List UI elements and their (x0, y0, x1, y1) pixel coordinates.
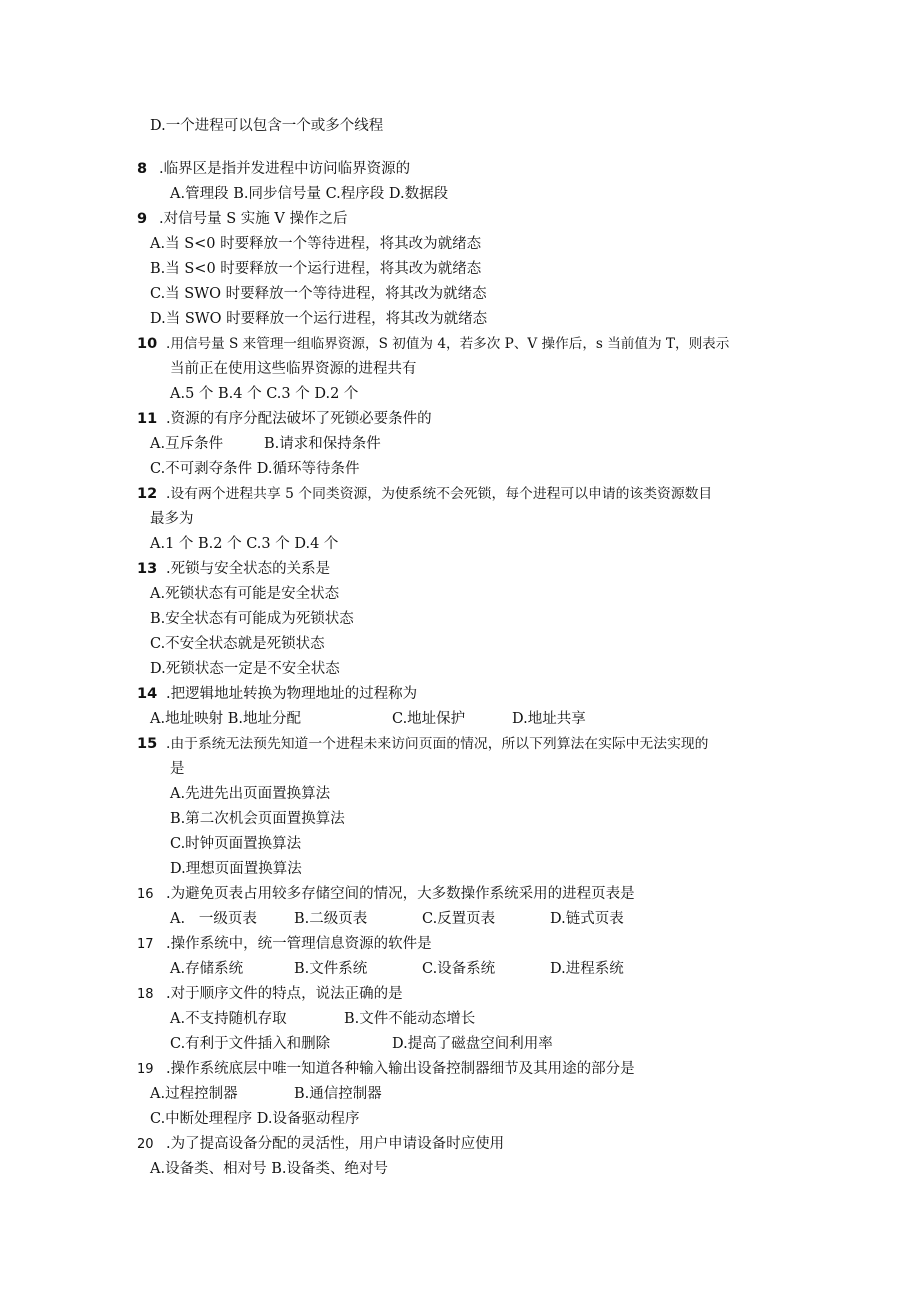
q9-stem: .对信号量 S 实施 V 操作之后 (159, 211, 348, 227)
q13-option-d: D.死锁状态一定是不安全状态 (150, 661, 340, 677)
q17-option-b: B.文件系统 (294, 961, 368, 977)
q18-option-d: D.提高了磁盘空间利用率 (392, 1036, 553, 1052)
q18-number: 18 (137, 987, 154, 1002)
q17-stem: .操作系统中，统一管理信息资源的软件是 (166, 936, 432, 952)
q13-number: 13 (137, 561, 158, 577)
q12-number: 12 (137, 486, 158, 502)
q16-option-b: B.二级页表 (294, 911, 368, 927)
q15-option-c: C.时钟页面置换算法 (170, 836, 302, 852)
q11-stem: .资源的有序分配法破坏了死锁必要条件的 (166, 411, 432, 427)
q14-option-c: C.地址保护 (392, 711, 466, 727)
q14-stem: .把逻辑地址转换为物理地址的过程称为 (166, 686, 418, 702)
q16-option-a: A. 一级页表 (170, 911, 257, 927)
q16-option-c: C.反置页表 (422, 911, 496, 927)
q8-number: 8 (137, 161, 148, 177)
q16-number: 16 (137, 887, 154, 902)
q17-option-d: D.进程系统 (550, 961, 624, 977)
q15-stem: .由于系统无法预先知道一个进程未来访问页面的情况，所以下列算法在实际中无法实现的 (166, 736, 709, 752)
q18-option-a: A.不支持随机存取 (170, 1011, 287, 1027)
q13-option-a: A.死锁状态有可能是安全状态 (150, 586, 340, 602)
q17-option-a: A.存储系统 (170, 961, 244, 977)
q15-number: 15 (137, 736, 158, 752)
q11-option-a: A.互斥条件 (150, 436, 224, 452)
q9-option-a: A.当 S<0 时要释放一个等待进程，将其改为就绪态 (150, 236, 482, 252)
q12-stem-cont: 最多为 (150, 511, 194, 527)
q19-stem: .操作系统底层中唯一知道各种输入输出设备控制器细节及其用途的部分是 (166, 1061, 635, 1077)
q15-option-d: D.理想页面置换算法 (170, 861, 302, 877)
q7-option-d: D.一个进程可以包含一个或多个线程 (150, 118, 384, 134)
q10-stem-cont: 当前正在使用这些临界资源的进程共有 (170, 361, 417, 377)
q20-number: 20 (137, 1137, 154, 1152)
q18-option-b: B.文件不能动态增长 (344, 1011, 476, 1027)
q17-number: 17 (137, 937, 154, 952)
q15-option-a: A.先进先出页面置换算法 (170, 786, 331, 802)
q9-number: 9 (137, 211, 148, 227)
q14-option-d: D.地址共享 (512, 711, 586, 727)
q18-stem: .对于顺序文件的特点，说法正确的是 (166, 986, 403, 1002)
q10-stem: .用信号量 S 来管理一组临界资源，S 初值为 4，若多次 P、V 操作后，s 当前值为 T，则表示 (166, 336, 730, 352)
q8-options: A.管理段 B.同步信号量 C.程序段 D.数据段 (170, 186, 449, 202)
q13-stem: .死锁与安全状态的关系是 (166, 561, 331, 577)
q18-option-c: C.有利于文件插入和删除 (170, 1036, 331, 1052)
q16-stem: .为避免页表占用较多存储空间的情况，大多数操作系统采用的进程页表是 (166, 886, 635, 902)
q15-option-b: B.第二次机会页面置换算法 (170, 811, 345, 827)
q13-option-b: B.安全状态有可能成为死锁状态 (150, 611, 354, 627)
q12-stem: .设有两个进程共享 5 个同类资源，为使系统不会死锁，每个进程可以申请的该类资源数目 (166, 486, 713, 502)
q20-stem: .为了提高设备分配的灵活性，用户申请设备时应使用 (166, 1136, 505, 1152)
q11-number: 11 (137, 411, 158, 427)
q19-number: 19 (137, 1062, 154, 1077)
q20-options-ab: A.设备类、相对号 B.设备类、绝对号 (150, 1161, 388, 1177)
q9-option-b: B.当 S<0 时要释放一个运行进程，将其改为就绪态 (150, 261, 482, 277)
q14-number: 14 (137, 686, 158, 702)
q13-option-c: C.不安全状态就是死锁状态 (150, 636, 325, 652)
q19-option-b: B.通信控制器 (294, 1086, 382, 1102)
q12-options: A.1 个 B.2 个 C.3 个 D.4 个 (150, 536, 339, 552)
q10-number: 10 (137, 336, 158, 352)
q9-option-c: C.当 SWO 时要释放一个等待进程，将其改为就绪态 (150, 286, 487, 302)
q19-option-a: A.过程控制器 (150, 1086, 238, 1102)
q19-options-cd: C.中断处理程序 D.设备驱动程序 (150, 1111, 360, 1127)
q14-options-ab: A.地址映射 B.地址分配 (150, 711, 301, 727)
q17-option-c: C.设备系统 (422, 961, 496, 977)
q10-options: A.5 个 B.4 个 C.3 个 D.2 个 (170, 386, 359, 402)
q8-stem: .临界区是指并发进程中访问临界资源的 (159, 161, 411, 177)
q16-option-d: D.链式页表 (550, 911, 624, 927)
q11-option-b: B.请求和保持条件 (264, 436, 381, 452)
q9-option-d: D.当 SWO 时要释放一个运行进程，将其改为就绪态 (150, 311, 488, 327)
q15-stem-cont: 是 (170, 761, 185, 777)
q11-options-cd: C.不可剥夺条件 D.循环等待条件 (150, 461, 360, 477)
